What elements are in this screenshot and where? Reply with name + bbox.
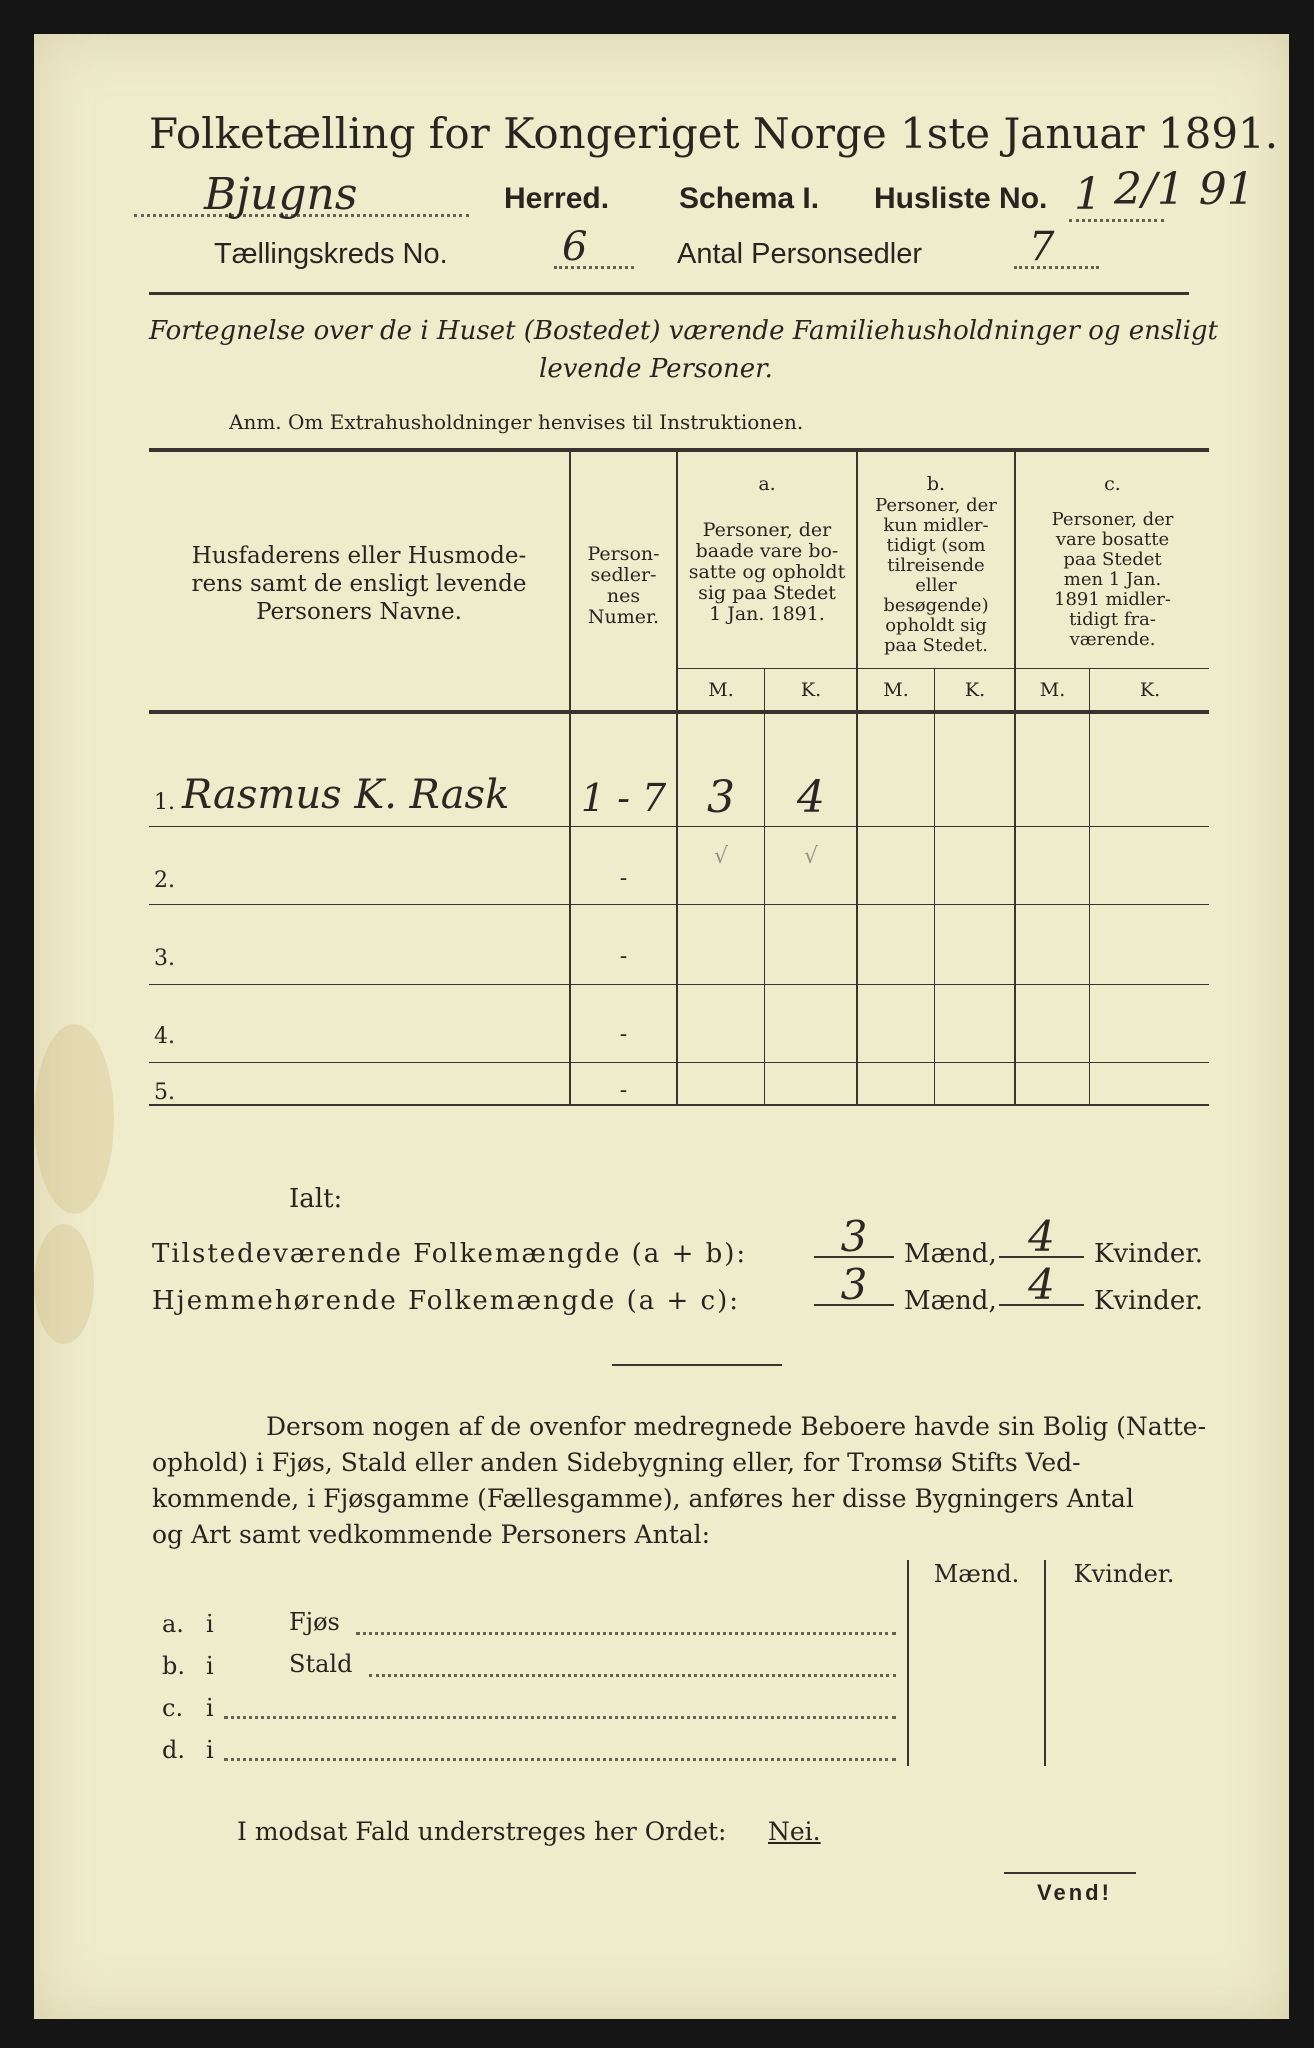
buildings-col-divider (907, 1560, 909, 1766)
row-number: 5. (154, 1080, 175, 1105)
col-c-header-line: værende. (1069, 629, 1156, 650)
row-rule (149, 1062, 1209, 1063)
building-i: i (206, 1736, 214, 1764)
antal-dotted-line (1014, 266, 1099, 269)
col-name-header-line: Husfaderens eller Husmode- (191, 543, 527, 569)
anm-note: Anm. Om Extrahusholdninger henvises til Instruktionen. (229, 410, 804, 434)
building-label: Stald (289, 1650, 353, 1678)
intro-line1: Fortegnelse over de i Huset (Bostedet) værende Familiehusholdninger og ensligt (149, 316, 1218, 346)
col-c-m-label: M. (1039, 679, 1066, 701)
mk-rule (676, 668, 1209, 669)
buildings-para-line: Dersom nogen af de ovenfor medregnede Beboere havde sin Bolig (Natte- (266, 1412, 1207, 1441)
col-c-header-line: paa Stedet (1063, 549, 1162, 570)
kreds-value: 6 (562, 224, 588, 270)
row-a-m: 3 (707, 772, 735, 823)
col-num-header-line: Numer. (587, 606, 660, 628)
col-b-header-line: besøgende) (883, 595, 989, 616)
row-num: - (619, 944, 628, 969)
col-b-k-label: K. (964, 679, 986, 701)
row-num: - (619, 1022, 628, 1047)
building-dotted-line (224, 1716, 896, 1719)
building-letter: c. (162, 1694, 184, 1722)
col-a-header-line: baade vare bo- (695, 540, 839, 562)
buildings-para-line: ophold) i Fjøs, Stald eller anden Sidebygning eller, for Tromsø Stifts Ved- (152, 1448, 1081, 1477)
antal-value: 7 (1029, 224, 1055, 270)
tilstede-k-value: 4 (1028, 1212, 1055, 1261)
col-b-header-line: tilreisende (887, 555, 985, 576)
antal-label: Antal Personsedler (677, 238, 923, 270)
modsat-text: I modsat Fald understreges her Ordet: (237, 1817, 727, 1846)
husliste-date: 2/1 91 (1114, 164, 1255, 215)
row-number: 2. (154, 868, 175, 893)
buildings-kvinder-header: Kvinder. (1073, 1560, 1175, 1588)
paper-stain (34, 1224, 94, 1344)
col-a-header-line: 1 Jan. 1891. (709, 603, 825, 625)
col-c-header-line: Personer, der (1051, 509, 1174, 530)
husliste-value: 1 (1074, 169, 1102, 220)
intro-line2: levende Personer. (539, 354, 773, 384)
tilstede-label: Tilstedeværende Folkemængde (a + b): (152, 1239, 748, 1269)
buildings-col-divider (1044, 1560, 1046, 1766)
building-label: Fjøs (289, 1608, 340, 1636)
col-a-letter: a. (758, 473, 776, 495)
col-num-header-line: Person- (587, 543, 660, 565)
form-title: Folketælling for Kongeriget Norge 1ste Januar 1891. (149, 109, 1279, 158)
col-c-letter: c. (1104, 473, 1121, 495)
row-rule (149, 826, 1209, 827)
col-c-header-line: 1891 midler- (1054, 589, 1171, 610)
col-subdivider (764, 668, 765, 1106)
row-rule (149, 904, 1209, 905)
buildings-para-line: kommende, i Fjøsgamme (Fællesgamme), anføres her disse Bygningers Antal (152, 1484, 1134, 1513)
row-number: 1. (154, 790, 175, 815)
building-letter: d. (162, 1736, 185, 1764)
hjemme-k-value: 4 (1028, 1260, 1055, 1309)
col-c-header-line: tidigt fra- (1069, 609, 1156, 630)
row-rule (149, 984, 1209, 985)
row-number: 3. (154, 946, 175, 971)
buildings-maend-header: Mænd. (933, 1560, 1020, 1588)
col-b-header-line: Personer, der (875, 495, 997, 516)
col-b-m-label: M. (883, 679, 909, 701)
col-a-m-label: M. (708, 679, 734, 701)
building-i: i (206, 1610, 214, 1638)
building-i: i (206, 1694, 214, 1722)
row-num: - (619, 1078, 628, 1103)
building-letter: a. (162, 1610, 184, 1638)
col-num-header-line: sedler- (590, 564, 657, 586)
building-letter: b. (162, 1652, 185, 1680)
col-b-header (858, 496, 1014, 656)
col-a-k-label: K. (800, 679, 822, 701)
row-a-k: 4 (797, 772, 825, 823)
col-name-header (149, 542, 569, 626)
col-a-header-line: Personer, der (702, 519, 832, 541)
col-b-header-line: eller (915, 575, 957, 596)
building-dotted-line (356, 1632, 896, 1635)
tilstede-kvinder: Kvinder. (1094, 1239, 1204, 1269)
col-a-header-line: sig paa Stedet (698, 582, 836, 604)
col-subdivider (934, 668, 935, 1106)
col-c-header (1016, 510, 1209, 650)
col-name-header-line: Personers Navne. (256, 599, 462, 625)
building-i: i (206, 1652, 214, 1680)
col-b-header-line: paa Stedet. (883, 635, 989, 656)
col-a-header (678, 520, 856, 625)
herred-value: Bjugns (204, 169, 358, 220)
building-dotted-line (369, 1674, 896, 1677)
col-num-header (571, 544, 676, 628)
hjemme-label: Hjemmehørende Folkemængde (a + c): (152, 1286, 740, 1316)
hjemme-kvinder: Kvinder. (1094, 1286, 1204, 1316)
table-header-rule (149, 710, 1209, 714)
census-form-sheet (34, 34, 1289, 2019)
col-name-header-line: rens samt de ensligt levende (191, 571, 527, 597)
col-b-header-line: tidigt (som (886, 535, 986, 556)
row-name: Rasmus K. Rask (182, 772, 510, 818)
row-a-k: √ (803, 844, 819, 869)
buildings-para-line: og Art samt vedkommende Personers Antal: (152, 1520, 711, 1549)
paper-stain (34, 1024, 114, 1214)
table-top-rule (149, 448, 1209, 452)
row-num: - (619, 866, 628, 891)
vend-rule (1004, 1872, 1136, 1874)
tilstede-maend: Mænd, (904, 1239, 997, 1269)
col-num-header-line: nes (606, 585, 641, 607)
table-bottom-rule (149, 1104, 1209, 1106)
building-dotted-line (224, 1758, 896, 1761)
section-divider (612, 1364, 782, 1366)
hjemme-maend: Mænd, (904, 1286, 997, 1316)
tilstede-m-value: 3 (840, 1212, 868, 1261)
col-b-header-line: opholdt sig (885, 615, 987, 636)
row-a-m: √ (713, 844, 729, 869)
nei-word: Nei. (768, 1817, 821, 1846)
col-c-k-label: K. (1139, 679, 1161, 701)
col-b-header-line: kun midler- (883, 515, 989, 536)
vend-text: Vend! (1037, 1880, 1112, 1905)
hjemme-m-value: 3 (840, 1260, 868, 1309)
col-c-header-line: men 1 Jan. (1063, 569, 1162, 590)
col-a-header-line: satte og opholdt (688, 561, 846, 583)
row-num: 1 - 7 (580, 776, 667, 820)
schema-label: Schema I. (679, 182, 820, 215)
herred-label: Herred. (504, 182, 610, 215)
col-b-letter: b. (926, 473, 946, 495)
husliste-label: Husliste No. (874, 182, 1048, 215)
header-rule (149, 292, 1189, 295)
row-number: 4. (154, 1024, 175, 1049)
col-subdivider (1089, 668, 1090, 1106)
col-c-header-line: vare bosatte (1055, 529, 1170, 550)
ialt-label: Ialt: (289, 1184, 343, 1214)
kreds-label: Tællingskreds No. (214, 238, 448, 270)
